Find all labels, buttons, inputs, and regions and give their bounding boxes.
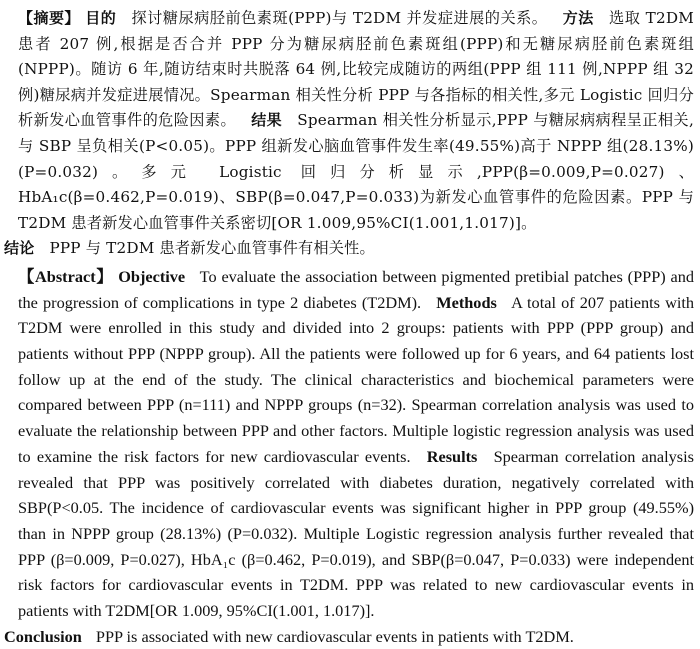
- chinese-methods-label: 方法: [562, 9, 594, 27]
- english-abstract-label: 【Abstract】: [18, 266, 114, 286]
- english-results-text: Spearman correlation analysis revealed that PPP was positively correlated with diabetes duration, negatively correlated with SBP(P<0.05. The incidence of cardiovascular events was significant higher in PPP group (49.55%) than in NPPP group (28.13%) (P=0.032). Multiple Logistic regression analysis further revealed that PPP (β=0.009, P=0.027), HbA₁c (β=0.462, P=0.019), and SBP(β=0.047, P=0.033) were independent risk factors for cardiovascular events in T2DM. PPP was related to new cardiovascular events in patients with T2DM[OR 1.009, 95%CI(1.001, 1.017)].: [18, 446, 694, 621]
- chinese-conclusion: [4, 236, 694, 262]
- english-methods-text: A total of 207 patients with T2DM were enrolled in this study and divided into 2 groups: patients with PPP (PPP group) and patients without PPP (NPPP group). All the patients were followed up for 6 years, and 64 patients lost follow up at the end of the study. The clinical characteristics and biochemical parameters were compared between PPP (n=111) and NPPP groups (n=32). Spearman correlation analysis was used to evaluate the relationship between PPP and other factors. Multiple logistic regression analysis was used to examine the risk factors for new cardiovascular events.: [18, 292, 695, 466]
- chinese-abstract-label: 【摘要】: [18, 9, 80, 27]
- english-results-label: Results: [426, 446, 478, 466]
- english-conclusion-label: Conclusion: [4, 626, 82, 646]
- english-conclusion: [4, 624, 694, 649]
- english-objective-label: Objective: [118, 266, 186, 286]
- chinese-abstract: [4, 6, 694, 262]
- english-conclusion-text: PPP is associated with new cardiovascular events in patients with T2DM.: [95, 626, 574, 646]
- chinese-results-text: Spearman 相关性分析显示,PPP 与糖尿病病程呈正相关,与 SBP 呈负相关(P<0.05)。PPP 组新发心脑血管事件发生率(49.55%)高于 NPPP 组(28.13%)(P=0.032)。多元 Logistic 回归分析显示,PPP(β=0.009,P=0.027)、HbA₁c(β=0.462,P=0.019)、SBP(β=0.047,P=0.033)为新发心血管事件的危险因素。PPP 与 T2DM 患者新发心血管事件关系密切[OR 1.009,95%CI(1.001,1.017)]。: [18, 111, 694, 232]
- english-objective-text: To evaluate the association between pigmented pretibial patches (PPP) and the progression of complications in type 2 diabetes (T2DM).: [18, 266, 695, 312]
- english-abstract: [4, 264, 694, 649]
- chinese-results-label: 结果: [251, 111, 283, 130]
- chinese-conclusion-text: PPP 与 T2DM 患者新发心血管事件有相关性。: [49, 239, 375, 258]
- chinese-methods-text: 选取 T2DM 患者 207 例,根据是否合并 PPP 分为糖尿病胫前色素斑组(PPP)和无糖尿病胫前色素斑组(NPPP)。随访 6 年,随访结束时共脱落 64 例,比较完成随访的两组(PPP 组 111 例,NPPP 组 32 例)糖尿病并发症进展情况。Spearman 相关性分析 PPP 与各指标的相关性,多元 Logistic 回归分析新发心血管事件的危险因素。: [18, 9, 694, 130]
- english-abstract-body: [4, 264, 694, 624]
- chinese-objective-label: 目的: [85, 9, 117, 27]
- chinese-objective-text: 探讨糖尿病胫前色素斑(PPP)与 T2DM 并发症进展的关系。: [131, 9, 548, 27]
- chinese-conclusion-label: 结论: [4, 239, 35, 258]
- chinese-abstract-body: [4, 6, 694, 236]
- english-methods-label: Methods: [436, 292, 497, 312]
